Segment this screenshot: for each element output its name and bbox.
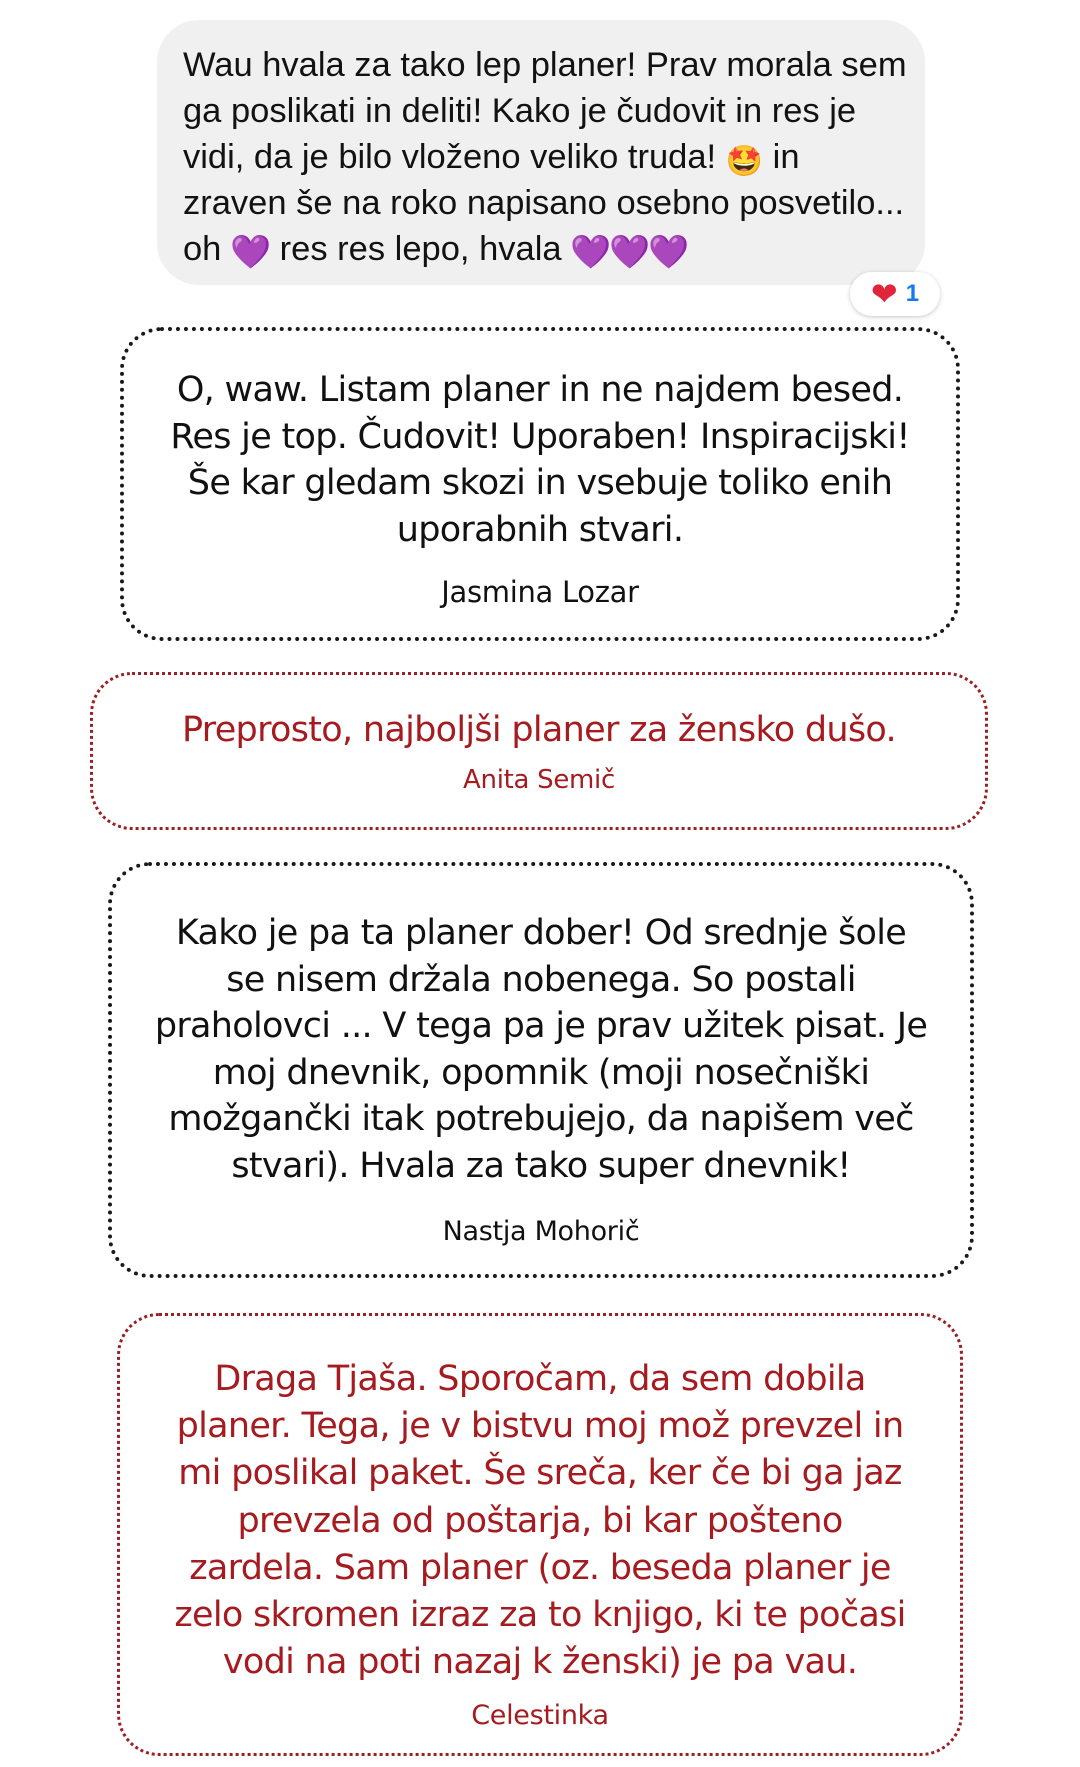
chat-message-line: Wau hvala za tako lep planer! Prav morala sem xyxy=(183,46,907,84)
purple-heart-emoji-icon: 💜 xyxy=(229,232,272,271)
testimonial-author: Jasmina Lozar xyxy=(441,575,639,609)
quote-line: zelo skromen izraz za to knjigo, ki te počasi xyxy=(174,1595,906,1636)
testimonial-quote xyxy=(93,710,985,750)
chat-message-text: vidi, da je bilo vloženo veliko truda! xyxy=(183,138,726,176)
testimonial-card xyxy=(117,1313,963,1756)
quote-line: vodi na poti nazaj k ženski) je pa vau. xyxy=(222,1642,858,1683)
chat-message-line xyxy=(183,134,899,180)
message-reaction-badge[interactable] xyxy=(850,272,940,316)
heart-reaction-icon: ❤ xyxy=(870,275,898,313)
purple-heart-emoji-icon: 💜 xyxy=(570,232,612,271)
testimonial-card xyxy=(90,672,988,830)
purple-heart-emoji-icon: 💜 xyxy=(609,232,651,271)
quote-line: zardela. Sam planer (oz. beseda planer je xyxy=(189,1547,891,1588)
quote-line: uporabnih stvari. xyxy=(396,509,684,550)
quote-line: O, waw. Listam planer in ne najdem besed. xyxy=(176,370,904,410)
testimonial-card xyxy=(120,327,960,641)
star-struck-emoji-icon: 🤩 xyxy=(725,144,764,179)
quote-line: planer. Tega, je v bistvu moj mož prevzel in xyxy=(176,1406,904,1447)
quote-line: praholovci ... V tega pa je prav užitek pisat. Je xyxy=(154,1006,928,1046)
testimonial-quote xyxy=(120,1356,960,1686)
reaction-count: 1 xyxy=(905,280,920,307)
testimonial-author: Nastja Mohorič xyxy=(442,1216,640,1247)
quote-line: se nisem držala nobenega. So postali xyxy=(226,959,856,1000)
quote-line: možgančki itak potrebujejo, da napišem več xyxy=(168,1099,914,1139)
quote-line: Še kar gledam skozi in vsebuje toliko enih xyxy=(187,463,893,503)
chat-message-text: in xyxy=(763,138,800,176)
quote-line: mi poslikal paket. Še sreča, ker če bi ga jaz xyxy=(178,1453,902,1494)
quote-line: Preprosto, najboljši planer za žensko dušo. xyxy=(182,710,896,750)
chat-message-text: oh xyxy=(183,230,231,268)
quote-line: Res je top. Čudovit! Uporaben! Inspiracijski! xyxy=(170,416,910,457)
chat-message-line: ga poslikati in deliti! Kako je čudovit in res je xyxy=(183,92,857,130)
chat-message-bubble[interactable] xyxy=(157,20,925,285)
chat-message-text: res res lepo, hvala xyxy=(270,230,572,268)
quote-line: Draga Tjaša. Sporočam, da sem dobila xyxy=(214,1359,866,1399)
testimonial-quote xyxy=(124,367,956,553)
testimonial-author: Celestinka xyxy=(471,1700,609,1732)
testimonial-author: Anita Semič xyxy=(463,765,615,795)
chat-message-line xyxy=(183,226,899,272)
quote-line: prevzela od poštarja, bi kar pošteno xyxy=(237,1500,843,1541)
quote-line: Kako je pa ta planer dober! Od srednje šole xyxy=(175,913,907,953)
testimonial-quote xyxy=(112,910,970,1189)
purple-heart-emoji-icon: 💜 xyxy=(648,232,690,271)
quote-line: moj dnevnik, opomnik (moji nosečniški xyxy=(212,1052,870,1093)
testimonial-card xyxy=(108,862,974,1278)
quote-line: stvari). Hvala za tako super dnevnik! xyxy=(231,1145,851,1186)
chat-message-line: zraven še na roko napisano osebno posvetilo... xyxy=(183,184,905,222)
